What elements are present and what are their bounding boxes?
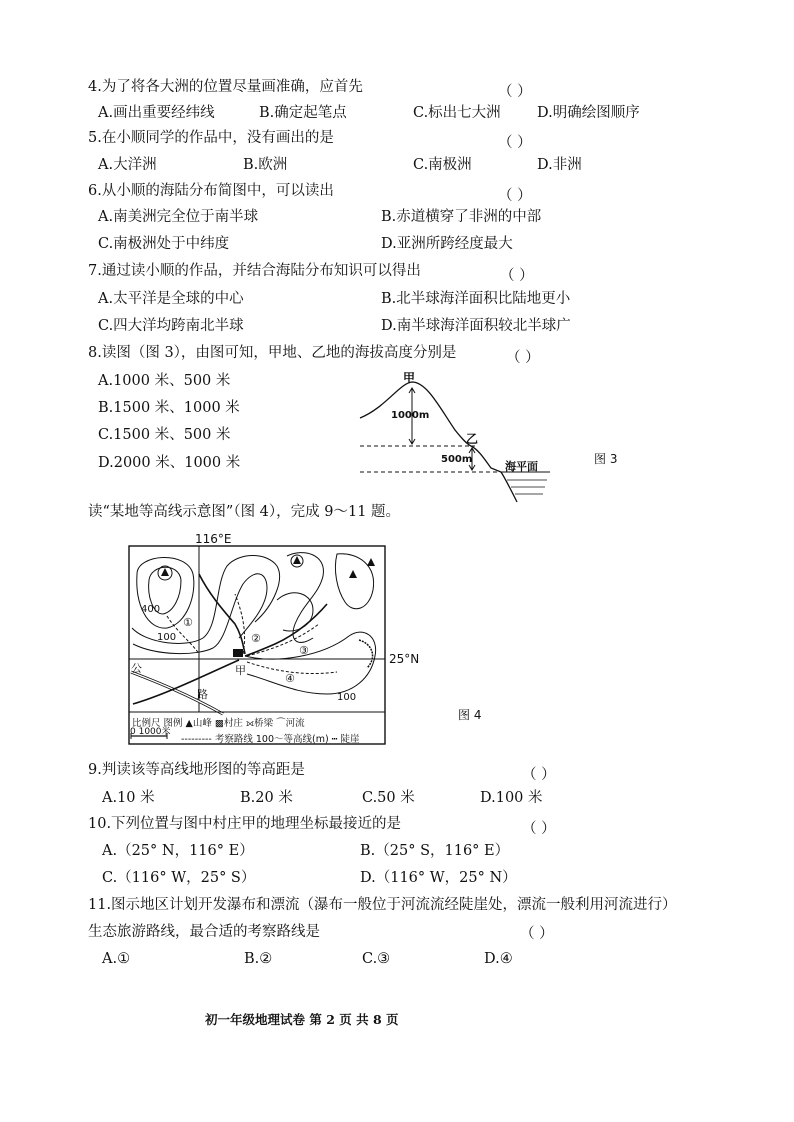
q6-option-a[interactable]: A.南美洲完全位于南半球 — [98, 209, 259, 225]
figure-4-village-label: 甲 — [235, 664, 246, 677]
section-intro: 读“某地等高线示意图”（图 4），完成 9～11 题。 — [88, 504, 401, 520]
figure-4-road-label-2: 路 — [197, 688, 208, 701]
figure-4-latitude: 25°N — [389, 652, 420, 666]
q9-option-b[interactable]: B.20 米 — [240, 790, 293, 806]
q4-answer-paren[interactable]: （ ） — [498, 84, 532, 100]
q6-option-b[interactable]: B.赤道横穿了非洲的中部 — [381, 209, 542, 225]
figure-4-scale: 0 1000米 — [130, 727, 171, 737]
q8-option-c[interactable]: C.1500 米、500 米 — [98, 427, 231, 443]
figure-4-contour-100a: 100 — [157, 632, 177, 643]
q10-option-a[interactable]: A.（25° N，116° E） — [102, 843, 254, 859]
q10-option-b[interactable]: B.（25° S，116° E） — [360, 843, 510, 859]
figure-4-longitude: 116°E — [195, 532, 232, 546]
figure-3-caption: 图 3 — [594, 452, 618, 466]
q6-answer-paren[interactable]: （ ） — [498, 188, 532, 204]
figure-3-sea-level: 海平面 — [505, 460, 538, 473]
q11-answer-paren[interactable]: （ ） — [520, 926, 554, 942]
q5-option-b[interactable]: B.欧洲 — [243, 157, 288, 173]
q11-option-a[interactable]: A.① — [102, 951, 131, 967]
q7-option-a[interactable]: A.太平洋是全球的中心 — [98, 291, 244, 307]
q5-option-a[interactable]: A.大洋洲 — [98, 157, 157, 173]
q4-option-b[interactable]: B.确定起笔点 — [259, 105, 347, 121]
q7-answer-paren[interactable]: （ ） — [500, 268, 534, 284]
figure-4-contour-map — [127, 532, 420, 749]
q6-option-d[interactable]: D.亚洲所跨经度最大 — [381, 236, 513, 252]
q4-stem: 4.为了将各大洲的位置尽量画准确，应首先 — [88, 79, 363, 95]
figure-3-peak-label: 甲 — [403, 371, 416, 385]
q4-option-c[interactable]: C.标出七大洲 — [413, 105, 501, 121]
q8-option-b[interactable]: B.1500 米、1000 米 — [98, 400, 240, 416]
q11-option-b[interactable]: B.② — [244, 951, 273, 967]
q11-stem-line-1: 11.图示地区计划开发瀑布和漂流（瀑布一般位于河流流经陡崖处，漂流一般利用河流进行） — [88, 897, 677, 913]
q5-option-c[interactable]: C.南极洲 — [413, 157, 472, 173]
figure-3-point-b-label: 乙 — [466, 432, 479, 446]
q9-option-a[interactable]: A.10 米 — [102, 790, 155, 806]
figure-4-contour-100b: 100 — [337, 692, 357, 703]
q8-stem: 8.读图（图 3），由图可知，甲地、乙地的海拔高度分别是 — [88, 345, 457, 361]
q9-option-c[interactable]: C.50 米 — [362, 790, 415, 806]
figure-4-route-4: ④ — [285, 672, 295, 685]
q11-stem-line-2: 生态旅游路线，最合适的考察路线是 — [88, 924, 320, 940]
q11-option-c[interactable]: C.③ — [362, 951, 391, 967]
q6-stem: 6.从小顺的海陆分布简图中，可以读出 — [88, 183, 334, 199]
q4-option-d[interactable]: D.明确绘图顺序 — [537, 105, 640, 121]
figure-4-road-label-1: 公 — [131, 662, 142, 675]
figure-4-contour-400: 400 — [141, 604, 161, 615]
page-footer: 初一年级地理试卷 第 2 页 共 8 页 — [205, 1012, 399, 1027]
q10-option-c[interactable]: C.（116° W，25° S） — [102, 870, 256, 886]
q7-option-d[interactable]: D.南半球海洋面积较北半球广 — [381, 318, 571, 334]
q5-option-d[interactable]: D.非洲 — [537, 157, 582, 173]
q9-option-d[interactable]: D.100 米 — [480, 790, 543, 806]
figure-4-route-1: ① — [183, 616, 193, 629]
q10-answer-paren[interactable]: （ ） — [522, 821, 556, 837]
q8-option-a[interactable]: A.1000 米、500 米 — [98, 373, 231, 389]
figure-4-legend-row-1: 比例尺 图例 ▲山峰 ▩村庄 ⟗桥梁 ⌒河流 — [132, 718, 305, 729]
figure-3-height-upper: 1000m — [391, 410, 430, 421]
q5-answer-paren[interactable]: （ ） — [498, 135, 532, 151]
figure-4-route-3: ③ — [299, 644, 309, 657]
q7-stem: 7.通过读小顺的作品，并结合海陆分布知识可以得出 — [88, 263, 421, 279]
q9-answer-paren[interactable]: （ ） — [522, 767, 556, 783]
figure-4-caption: 图 4 — [458, 708, 482, 722]
q7-option-c[interactable]: C.四大洋均跨南北半球 — [98, 318, 244, 334]
q5-stem: 5.在小顺同学的作品中，没有画出的是 — [88, 130, 334, 146]
figure-3-profile — [355, 368, 555, 508]
q6-option-c[interactable]: C.南极洲处于中纬度 — [98, 236, 230, 252]
q8-option-d[interactable]: D.2000 米、1000 米 — [98, 455, 241, 471]
q4-option-a[interactable]: A.画出重要经纬线 — [98, 105, 215, 121]
q10-stem: 10.下列位置与图中村庄甲的地理坐标最接近的是 — [88, 816, 402, 832]
q11-option-d[interactable]: D.④ — [484, 951, 513, 967]
q10-option-d[interactable]: D.（116° W，25° N） — [360, 870, 517, 886]
q8-answer-paren[interactable]: （ ） — [506, 350, 540, 366]
figure-4-legend-row-2: --------- 考察路线 100～等高线(m) ┅ 陡崖 — [181, 734, 360, 745]
q7-option-b[interactable]: B.北半球海洋面积比陆地更小 — [381, 291, 571, 307]
figure-3-height-lower: 500m — [441, 454, 473, 465]
q9-stem: 9.判读该等高线地形图的等高距是 — [88, 762, 305, 778]
figure-4-route-2: ② — [251, 632, 261, 645]
